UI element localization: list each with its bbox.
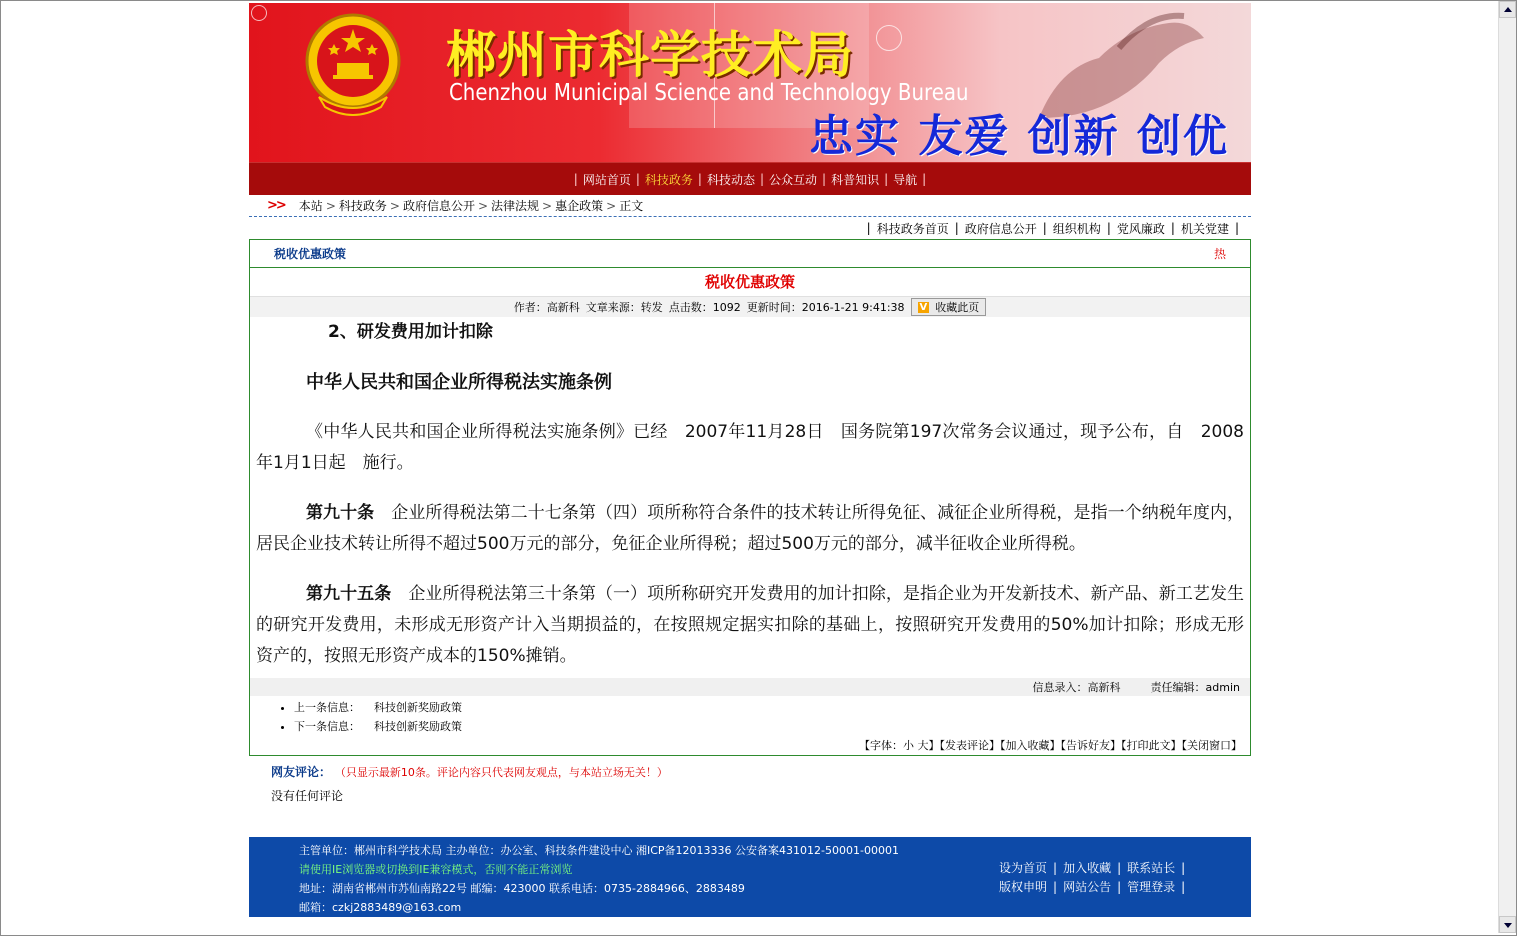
footer-sponsor: 主管单位：郴州市科学技术局 主办单位：办公室、科技条件建设中心 湘ICP备12013336 公安备案431012-50001-00001 <box>299 844 899 857</box>
site-banner <box>249 3 1251 162</box>
nav-item-sci-news[interactable]: 科技动态 <box>706 172 755 187</box>
prev-next-list <box>250 698 1250 736</box>
breadcrumb-item[interactable]: 政府信息公开 <box>402 199 475 213</box>
bookmark-v-icon: V <box>919 301 928 313</box>
no-comments-text: 没有任何评论 <box>271 789 344 803</box>
footer-link[interactable]: 网站公告 <box>1063 880 1112 894</box>
subnav-item[interactable]: 科技政务首页 <box>876 221 949 236</box>
comments-label: 网友评论： <box>271 765 332 779</box>
article-content <box>250 317 1250 672</box>
subnav-item[interactable]: 政府信息公开 <box>964 221 1037 236</box>
nav-item-public-interaction[interactable]: 公众互动 <box>769 172 818 187</box>
vertical-scrollbar[interactable] <box>1498 1 1516 933</box>
footer-links-row: 版权申明 | 网站公告 | 管理登录 | <box>999 880 1186 894</box>
entry-info <box>250 678 1250 696</box>
footer-link[interactable]: 加入收藏 <box>1063 861 1112 875</box>
footer-link[interactable]: 版权申明 <box>999 880 1048 894</box>
article-title: 税收优惠政策 <box>250 268 1250 297</box>
subnav-item[interactable]: 机关党建 <box>1180 221 1229 236</box>
article-tools[interactable]: 【字体：小 大】【发表评论】【加入收藏】【告诉好友】【打印此文】【关闭窗口】 <box>859 739 1242 752</box>
prev-item: • 上一条信息： 科技创新奖励政策 <box>294 698 1250 717</box>
content-paragraph: 第九十条 企业所得税法第二十七条第（四）项所称符合条件的技术转让所得免征、减征企业所得税，是指一个纳税年度内，居民企业技术转让所得不超过500万元的部分，免征企业所得税；超过500万元的部分，减半征收企业所得税。 <box>256 503 1245 554</box>
content-paragraph: 第九十五条 企业所得税法第三十条第（一）项所称研究开发费用的加计扣除，是指企业为开发新技术、新产品、新工艺发生的研究开发费用，未形成无形资产计入当期损益的，在按照规定据实扣除的基础上，按照研究开发费用的50%加计扣除；形成无形资产的，按照无形资产成本的150%摊销。 <box>256 584 1245 666</box>
footer-email: 邮箱：czkj2883489@163.com <box>299 901 462 914</box>
article-author: 作者：高新科 <box>513 301 580 314</box>
site-title-english: Chenzhou Municipal Science and Technology Bureau <box>449 80 969 106</box>
info-editor: 责任编辑：admin <box>1150 681 1240 694</box>
double-arrow-icon: >> <box>267 198 285 213</box>
article-number: 第九十条 <box>306 503 375 523</box>
scroll-down-icon[interactable] <box>1499 916 1516 933</box>
site-footer <box>249 837 1251 917</box>
breadcrumb-item[interactable]: 法律法规 <box>491 199 540 213</box>
footer-address: 地址：湖南省郴州市苏仙南路22号 邮编：423000 联系电话：0735-2884966、2883489 <box>299 882 745 895</box>
section-subnav: | 科技政务首页 | 政府信息公开 | 组织机构 | 党风廉政 | 机关党建 | <box>866 221 1239 236</box>
main-nav: | 网站首页 | 科技政务 | 科技动态 | 公众互动 | 科普知识 | 导航 | <box>249 162 1251 195</box>
footer-link[interactable]: 管理登录 <box>1127 880 1176 894</box>
scroll-up-icon[interactable] <box>1499 1 1516 18</box>
content-paragraph: 《中华人民共和国企业所得税法实施条例》已经 2007年11月28日 国务院第197次常务会议通过，现予公布，自 2008年1月1日起 施行。 <box>256 422 1244 473</box>
breadcrumb: >> 本站 > 科技政务 > 政府信息公开 > 法律法规 > 惠企政策 > 正文 <box>249 195 1251 217</box>
decor-circle <box>251 5 267 21</box>
footer-browser-warning: 请使用IE浏览器或切换到IE兼容模式，否则不能正常浏览 <box>299 863 573 876</box>
breadcrumb-current: 正文 <box>619 199 644 213</box>
bookmark-button[interactable]: V 收藏此页 <box>911 298 987 316</box>
content-heading: 中华人民共和国企业所得税法实施条例 <box>306 372 612 393</box>
comments-section <box>249 763 1251 804</box>
comments-note: （只显示最新10条。评论内容只代表网友观点，与本站立场无关！） <box>334 766 668 779</box>
article-meta <box>250 297 1250 317</box>
article-box <box>249 239 1251 756</box>
subnav-item[interactable]: 组织机构 <box>1052 221 1101 236</box>
footer-link[interactable]: 联系站长 <box>1127 861 1176 875</box>
article-category-bar <box>250 240 1250 268</box>
nav-item-sci-knowledge[interactable]: 科普知识 <box>831 172 880 187</box>
decor-circle <box>876 25 902 51</box>
info-recorder: 信息录入：高新科 <box>1032 681 1121 694</box>
article-number: 第九十五条 <box>306 584 392 604</box>
nav-item-home[interactable]: 网站首页 <box>582 172 631 187</box>
nav-item-sci-gov[interactable]: 科技政务 <box>644 172 693 187</box>
breadcrumb-item[interactable]: 科技政务 <box>338 199 387 213</box>
breadcrumb-item[interactable]: 惠企政策 <box>555 199 604 213</box>
footer-link[interactable]: 设为首页 <box>999 861 1048 875</box>
breadcrumb-item[interactable]: 本站 <box>298 199 323 213</box>
content-heading: 2、研发费用加计扣除 <box>328 322 493 342</box>
prev-link[interactable]: 科技创新奖励政策 <box>374 701 462 714</box>
next-link[interactable]: 科技创新奖励政策 <box>374 720 462 733</box>
subnav-item[interactable]: 党风廉政 <box>1116 221 1165 236</box>
slogan: 忠实 友爱 创新 创优 <box>809 111 1229 162</box>
national-emblem-icon <box>301 11 405 121</box>
page <box>249 3 1251 914</box>
footer-links-row: 设为首页 | 加入收藏 | 联系站长 | <box>999 861 1186 875</box>
site-title: 郴州市科学技术局 <box>446 26 854 84</box>
next-item: • 下一条信息： 科技创新奖励政策 <box>294 717 1250 736</box>
article-clicks: 点击数：1092 <box>668 301 741 314</box>
article-category[interactable]: 税收优惠政策 <box>274 247 347 261</box>
article-updated: 更新时间：2016-1-21 9:41:38 <box>746 301 905 314</box>
hot-badge: 热 <box>1213 247 1226 261</box>
article-source: 文章来源：转发 <box>585 301 663 314</box>
nav-item-navigation[interactable]: 导航 <box>893 172 918 187</box>
